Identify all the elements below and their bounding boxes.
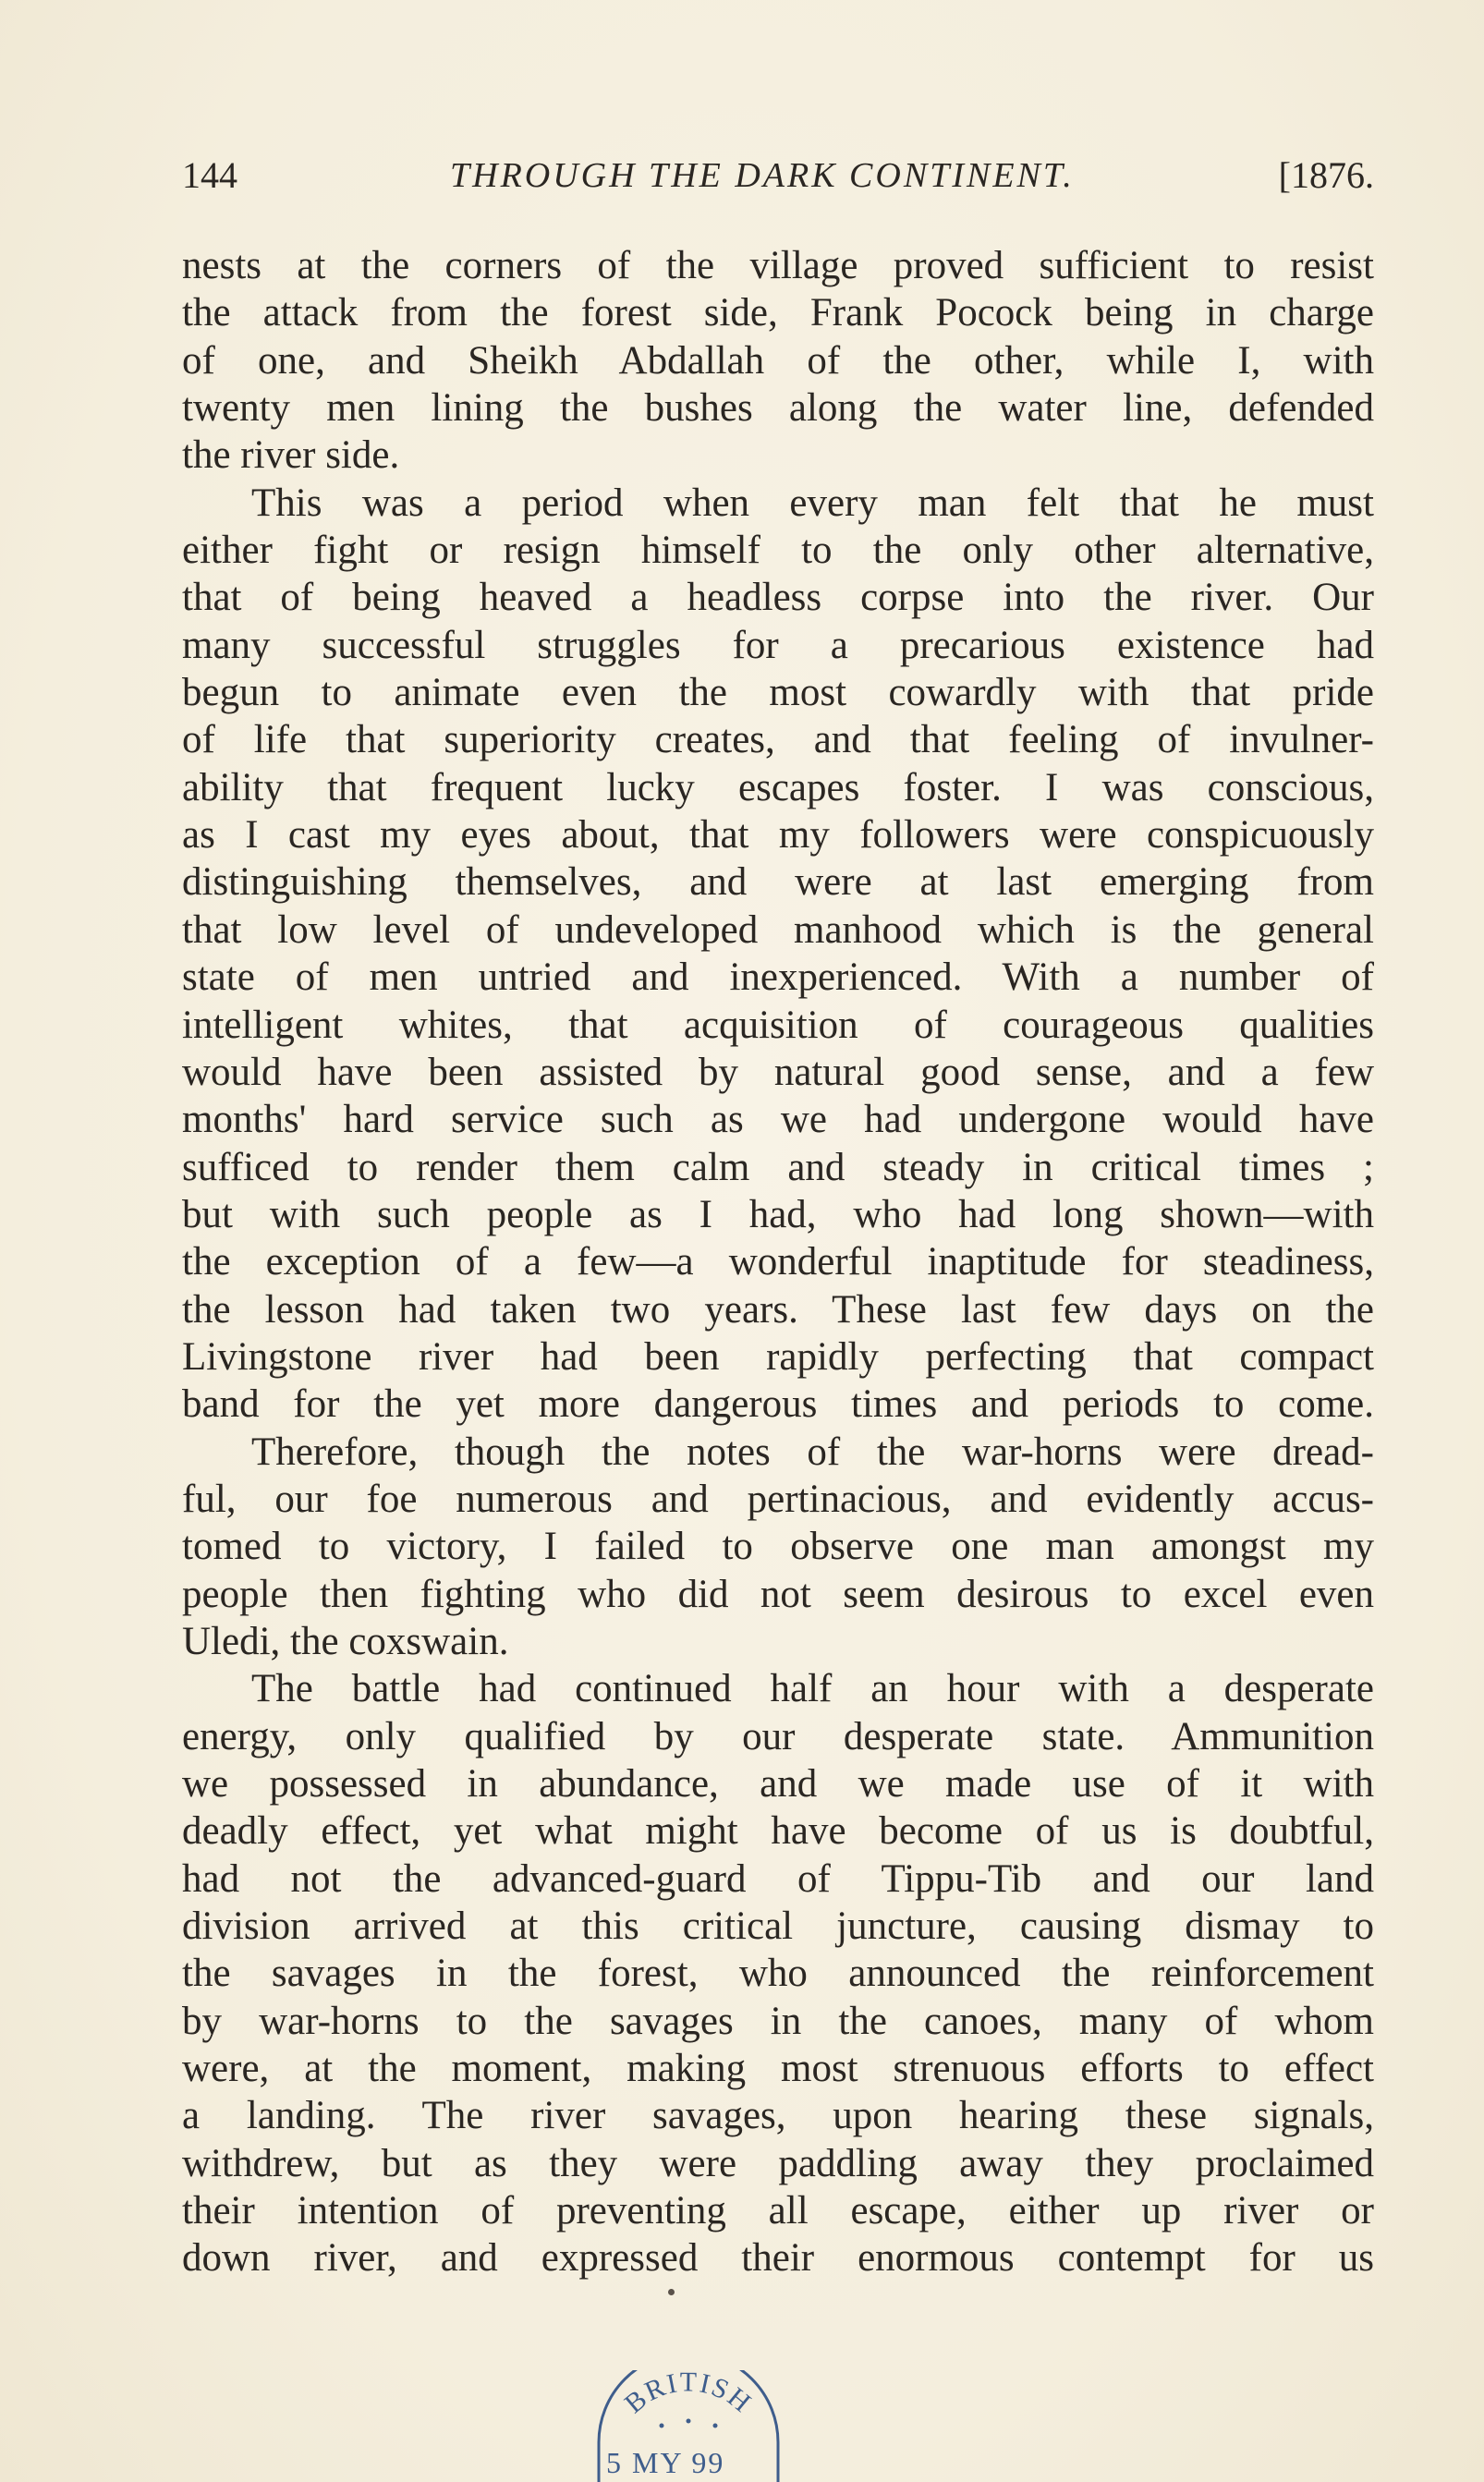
stamp-arc-text — [619, 2370, 758, 2419]
text-line: band for the yet more dangerous times and periods to come. — [182, 1382, 1374, 1427]
text-line: ful, our foe numerous and pertinacious, and evidently accus- — [182, 1477, 1374, 1521]
text-line: as I cast my eyes about, that my followers were conspicuously — [182, 813, 1374, 858]
text-line: The battle had continued half an hour with a desperate — [251, 1667, 1374, 1711]
text-line: Livingstone river had been rapidly perfecting that compact — [182, 1334, 1374, 1379]
text-line: by war-horns to the savages in the canoes, many of whom — [182, 1999, 1374, 2043]
text-line: begun to animate even the most cowardly with that pride — [182, 671, 1374, 715]
text-line: of one, and Sheikh Abdallah of the other, while I, with — [182, 338, 1374, 383]
text-line: energy, only qualified by our desperate state. Ammunition — [182, 1714, 1374, 1758]
text-line: distinguishing themselves, and were at last emerging from — [182, 860, 1374, 905]
text-line: either fight or resign himself to the only other alternative, — [182, 529, 1374, 573]
text-line: down river, and expressed their enormous contempt for us — [182, 2236, 1374, 2281]
text-line: This was a period when every man felt that he must — [251, 481, 1374, 525]
text-line: withdrew, but as they were paddling away they proclaimed — [182, 2141, 1374, 2185]
ink-speck — [668, 2289, 675, 2295]
running-head — [182, 152, 1374, 199]
text-line: division arrived at this critical juncture, causing dismay to — [182, 1904, 1374, 1949]
text-line: their intention of preventing all escape, either up river or — [182, 2189, 1374, 2233]
running-year: [1876. — [1278, 154, 1374, 196]
text-line: months' hard service such as we had undergone would have — [182, 1098, 1374, 1142]
text-line: Uledi, the coxswain. — [182, 1619, 509, 1663]
text-line: intelligent whites, that acquisition of courageous qualities — [182, 1003, 1374, 1047]
text-line: Therefore, though the notes of the war-horns were dread- — [251, 1430, 1374, 1474]
library-stamp — [582, 2370, 795, 2482]
text-line: the attack from the forest side, Frank Pocock being in charge — [182, 291, 1374, 335]
text-line: sufficed to render them calm and steady in critical times ; — [182, 1145, 1374, 1189]
text-line: we possessed in abundance, and we made use of it with — [182, 1762, 1374, 1806]
text-line: deadly effect, yet what might have become of us is doubtful, — [182, 1809, 1374, 1854]
text-line: state of men untried and inexperienced. With a number of — [182, 955, 1374, 1000]
text-line: the exception of a few—a wonderful inaptitude for steadiness, — [182, 1240, 1374, 1284]
text-line: of life that superiority creates, and that feeling of invulner- — [182, 718, 1374, 762]
text-line: tomed to victory, I failed to observe one man amongst my — [182, 1525, 1374, 1569]
stamp-arc-textpath: BRITISH — [618, 2370, 759, 2420]
text-line: the river side. — [182, 433, 400, 478]
running-title: THROUGH THE DARK CONTINENT. — [450, 156, 1075, 195]
text-line: that of being heaved a headless corpse into the river. Our — [182, 576, 1374, 620]
text-line: the lesson had taken two years. These last few days on the — [182, 1287, 1374, 1332]
text-line: nests at the corners of the village proved sufficient to resist — [182, 244, 1374, 287]
page-number: 144 — [182, 154, 237, 196]
text-line: many successful struggles for a precarious existence had — [182, 623, 1374, 667]
text-line: a landing. The river savages, upon hearing these signals, — [182, 2094, 1374, 2138]
text-line: the savages in the forest, who announced the reinforcement — [182, 1952, 1374, 1996]
text-line: people then fighting who did not seem desirous to excel even — [182, 1572, 1374, 1616]
text-line: ability that frequent lucky escapes foster. I was conscious, — [182, 765, 1374, 809]
text-line: had not the advanced-guard of Tippu-Tib and our land — [182, 1856, 1374, 1901]
text-line: would have been assisted by natural good sense, and a few — [182, 1050, 1374, 1094]
text-line: but with such people as I had, who had long shown—with — [182, 1192, 1374, 1236]
text-line: that low level of undeveloped manhood which is the general — [182, 907, 1374, 952]
text-line: twenty men lining the bushes along the water line, defended — [182, 386, 1374, 431]
body-text — [182, 242, 1374, 2282]
stamp-date: 5 MY 99 — [606, 2446, 725, 2479]
text-line: were, at the moment, making most strenuous efforts to effect — [182, 2047, 1374, 2091]
